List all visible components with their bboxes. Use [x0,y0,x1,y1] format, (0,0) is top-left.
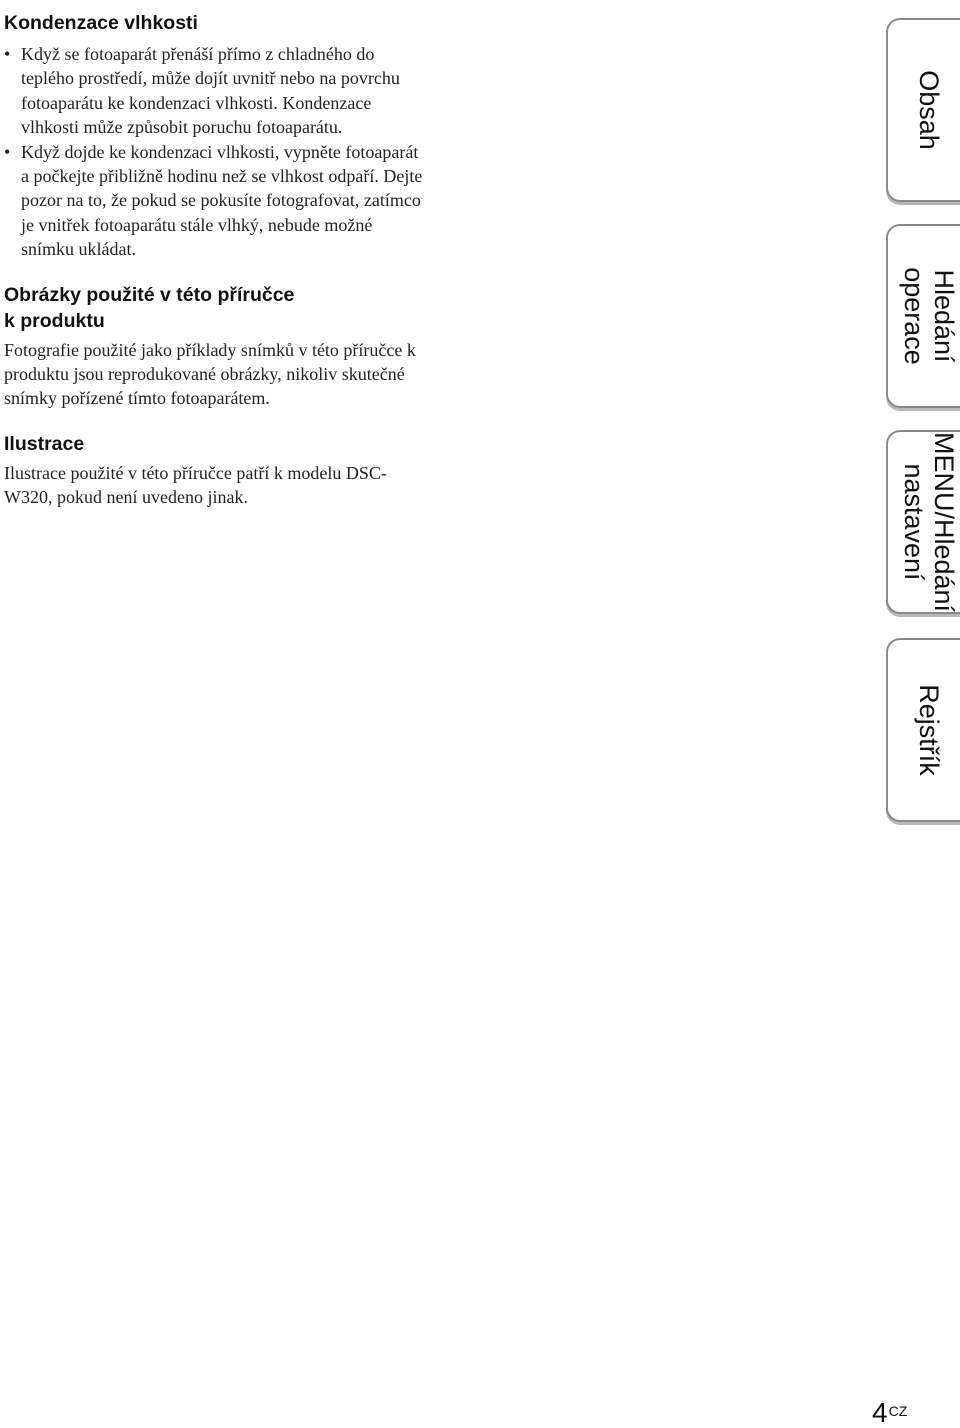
tab-hledani-operace[interactable] [886,224,960,408]
main-content [4,10,424,510]
tab-rejstrik-text: Rejstřík [914,684,944,776]
page-number-suffix: CZ [888,1403,908,1419]
bullet-icon: • [4,44,11,64]
bullet-icon: • [4,141,11,162]
tab-menu-line1: MENU/Hledání [929,431,959,613]
page-number-value: 4 [872,1397,888,1428]
tab-rejstrik-label [914,684,944,776]
section-title-images-line2: k produktu [4,309,105,332]
tab-menu-label [899,432,959,612]
section-images [4,282,424,411]
section-illustrations [4,431,424,510]
bullet-text: Když se fotoaparát přenáší přímo z chladného do teplého prostředí, může dojít uvnitř nebo na povrchu fotoaparátu ke kondenzaci vlhkosti. Kondenzace vlhkosti může způsobit poruchu fotoaparátu. [21,44,400,138]
list-item [4,140,424,262]
bullet-text: Když dojde ke kondenzaci vlhkosti, vypněte fotoaparát a počkejte přibližně hodinu než se vlhkost odpaří. Dejte pozor na to, že pokud se pokusíte fotografovat, zatímco je vnitřek fotoaparátu stále vlhký, nebude možné snímku ukládat. [21,141,423,260]
section-title-condensation: Kondenzace vlhkosti [4,12,198,34]
list-item [4,42,424,140]
section-text-images: Fotografie použité jako příklady snímků v této příručce k produktu jsou reprodukované obrázky, nikoliv skutečné snímky pořízené tímto fotoaparátem. [4,339,416,409]
tab-hledani-label [899,267,959,365]
tab-hledani-line1: Hledání [929,269,959,363]
section-text-illustrations: Ilustrace použité v této příručce patří k modelu DSC-W320, pokud není uvedeno jinak. [4,462,387,508]
section-title-illustrations: Ilustrace [4,432,85,455]
tab-obsah[interactable] [886,18,960,202]
tab-menu-line2: nastavení [899,463,929,581]
section-condensation [4,10,424,262]
page-number [872,1398,907,1428]
tab-menu-hledani-nastaveni[interactable] [886,430,960,614]
tab-hledani-line2: operace [899,267,929,365]
tab-obsah-text: Obsah [914,70,944,150]
section-title-images-line1: Obrázky použité v této příručce [4,283,295,306]
tab-rejstrik[interactable] [886,638,960,822]
tab-obsah-label [914,70,944,150]
bullet-list [4,42,424,262]
section-title-images [4,282,424,334]
